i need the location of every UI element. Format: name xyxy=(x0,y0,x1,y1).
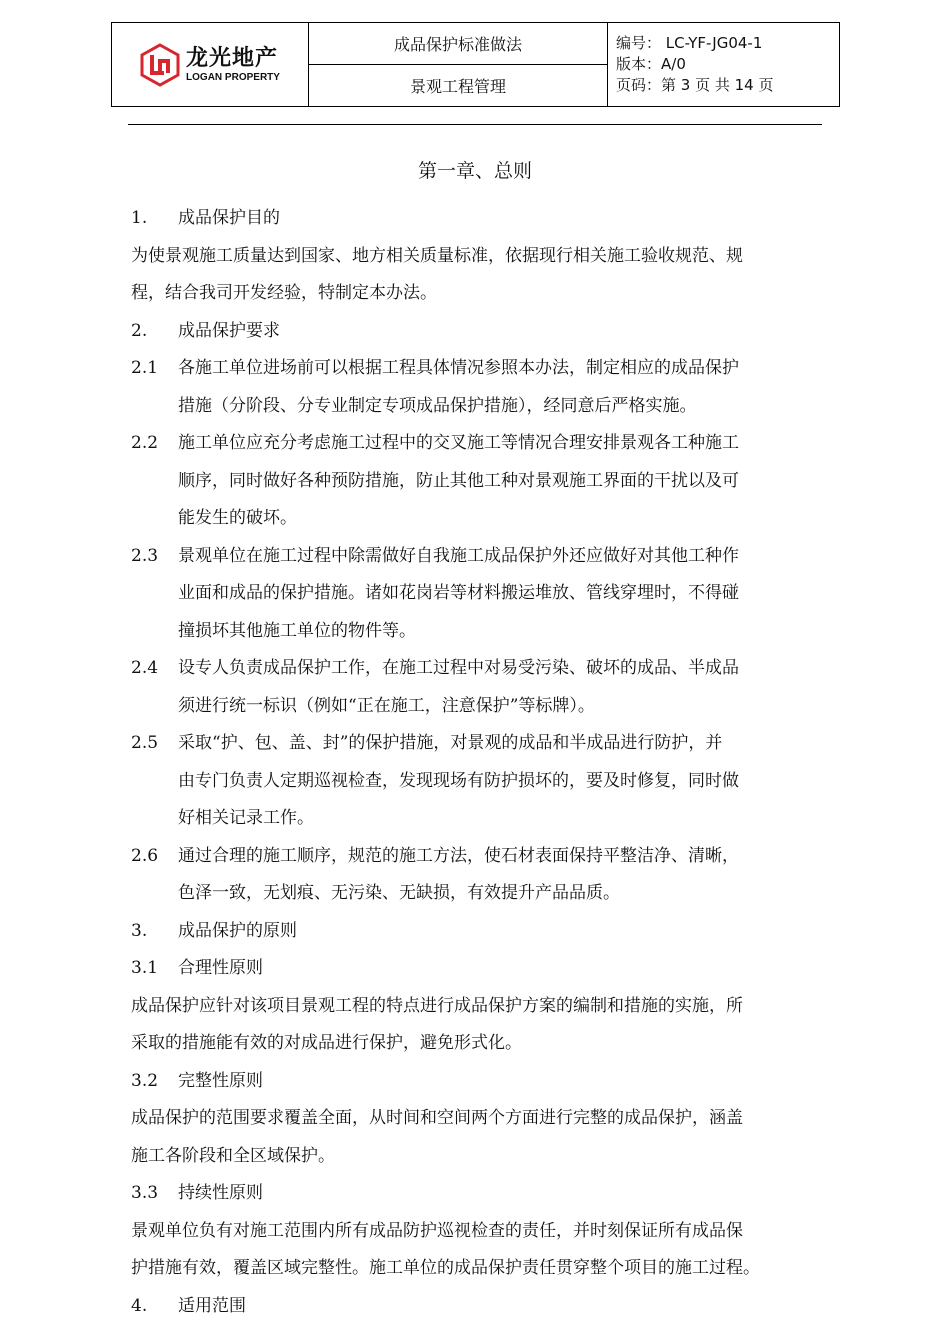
document-version: 版本：A/0 xyxy=(616,55,686,73)
section-heading-line xyxy=(131,200,821,238)
paragraph-line xyxy=(131,1250,821,1288)
section-number: 3. xyxy=(131,920,148,941)
paragraph-line xyxy=(131,875,821,913)
line-text: 施工各阶段和全区域保护。 xyxy=(131,1145,335,1166)
line-text: 措施（分阶段、分专业制定专项成品保护措施），经同意后严格实施。 xyxy=(178,395,697,416)
section-heading-line xyxy=(131,425,821,463)
line-text: 施工单位应充分考虑施工过程中的交叉施工等情况合理安排景观各工种施工 xyxy=(178,433,739,453)
line-text: 成品保护目的 xyxy=(178,208,280,228)
section-number: 1. xyxy=(131,208,148,228)
chapter-title: 第一章、总则 xyxy=(417,160,532,182)
paragraph-line xyxy=(131,238,821,276)
line-text: 采取“护、包、盖、封”的保护措施，对景观的成品和半成品进行防护，并 xyxy=(178,733,723,753)
section-number: 3.1 xyxy=(131,958,159,978)
section-number: 3.2 xyxy=(131,1070,159,1091)
paragraph-line xyxy=(131,1025,821,1063)
section-heading-line xyxy=(131,1288,821,1326)
logo-chinese-name: 龙光地产 xyxy=(186,45,279,71)
section-number: 2.6 xyxy=(131,845,159,866)
paragraph-line xyxy=(131,275,821,313)
line-text: 通过合理的施工顺序，规范的施工方法，使石材表面保持平整洁净、清晰， xyxy=(178,845,739,866)
paragraph-line xyxy=(131,463,821,501)
logan-logo-icon xyxy=(140,43,180,87)
line-text: 完整性原则 xyxy=(178,1070,263,1091)
document-title: 成品保护标准做法 xyxy=(309,23,607,65)
section-number: 2.1 xyxy=(131,358,159,378)
line-text: 景观单位在施工过程中除需做好自我施工成品保护外还应做好对其他工种作 xyxy=(178,545,739,566)
section-heading-line xyxy=(131,1063,821,1101)
section-number: 3.3 xyxy=(131,1183,159,1203)
header-divider xyxy=(128,124,822,125)
paragraph-line xyxy=(131,1138,821,1176)
section-number: 2.4 xyxy=(131,658,159,678)
line-text: 能发生的破坏。 xyxy=(178,508,297,528)
paragraph-line xyxy=(131,575,821,613)
paragraph-line xyxy=(131,763,821,801)
paragraph-line xyxy=(131,1213,821,1251)
line-text: 景观单位负有对施工范围内所有成品防护巡视检查的责任，并时刻保证所有成品保 xyxy=(131,1220,743,1241)
section-heading-line xyxy=(131,350,821,388)
line-text: 为使景观施工质量达到国家、地方相关质量标准，依据现行相关施工验收规范、规 xyxy=(131,245,743,266)
company-logo xyxy=(140,43,280,87)
line-text: 成品保护应针对该项目景观工程的特点进行成品保护方案的编制和措施的实施，所 xyxy=(131,995,743,1016)
line-text: 成品保护的范围要求覆盖全面，从时间和空间两个方面进行完整的成品保护，涵盖 xyxy=(131,1108,743,1128)
line-text: 持续性原则 xyxy=(178,1183,263,1203)
document-header-table xyxy=(111,22,840,107)
section-number: 4. xyxy=(131,1295,148,1316)
paragraph-line xyxy=(131,613,821,651)
section-heading-line xyxy=(131,313,821,351)
document-code: 编号： LC-YF-JG04-1 xyxy=(616,34,763,52)
body-content xyxy=(131,200,821,1325)
section-heading-line xyxy=(131,650,821,688)
paragraph-line xyxy=(131,800,821,838)
line-text: 成品保护的原则 xyxy=(178,920,297,941)
paragraph-line xyxy=(131,688,821,726)
paragraph-line xyxy=(131,1100,821,1138)
line-text: 撞损坏其他施工单位的物件等。 xyxy=(178,620,416,641)
section-heading-line xyxy=(131,913,821,951)
line-text: 采取的措施能有效的对成品进行保护，避免形式化。 xyxy=(131,1033,522,1053)
line-text: 顺序，同时做好各种预防措施，防止其他工种对景观施工界面的干扰以及可 xyxy=(178,470,739,491)
paragraph-line xyxy=(131,500,821,538)
document-subtitle: 景观工程管理 xyxy=(409,77,506,96)
page-number: 页码：第 3 页 共 14 页 xyxy=(616,76,774,94)
section-heading-line xyxy=(131,838,821,876)
line-text: 业面和成品的保护措施。诸如花岗岩等材料搬运堆放、管线穿埋时，不得碰 xyxy=(178,583,739,603)
line-text: 好相关记录工作。 xyxy=(178,808,314,828)
line-text: 设专人负责成品保护工作，在施工过程中对易受污染、破坏的成品、半成品 xyxy=(178,658,739,678)
line-text: 程，结合我司开发经验，特制定本办法。 xyxy=(131,283,437,303)
section-number: 2. xyxy=(131,320,148,341)
section-number: 2.3 xyxy=(131,545,159,566)
line-text: 各施工单位进场前可以根据工程具体情况参照本办法，制定相应的成品保护 xyxy=(178,358,739,378)
line-text: 须进行统一标识（例如“正在施工，注意保护”等标牌）。 xyxy=(178,695,595,716)
logo-cell xyxy=(112,23,309,106)
section-heading-line xyxy=(131,725,821,763)
line-text: 合理性原则 xyxy=(178,958,263,978)
meta-cell xyxy=(608,23,839,106)
line-text: 适用范围 xyxy=(178,1295,246,1316)
section-heading-line xyxy=(131,1175,821,1213)
line-text: 护措施有效，覆盖区域完整性。施工单位的成品保护责任贯穿整个项目的施工过程。 xyxy=(131,1258,760,1278)
section-number: 2.2 xyxy=(131,433,159,453)
line-text: 由专门负责人定期巡视检查，发现现场有防护损坏的，要及时修复，同时做 xyxy=(178,770,739,791)
section-heading-line xyxy=(131,950,821,988)
section-number: 2.5 xyxy=(131,733,159,753)
section-heading-line xyxy=(131,538,821,576)
paragraph-line xyxy=(131,988,821,1026)
title-cell xyxy=(309,23,608,106)
line-text: 成品保护要求 xyxy=(178,320,280,341)
paragraph-line xyxy=(131,388,821,426)
logo-english-name: LOGAN PROPERTY xyxy=(186,71,280,83)
line-text: 色泽一致，无划痕、无污染、无缺损，有效提升产品品质。 xyxy=(178,883,620,903)
